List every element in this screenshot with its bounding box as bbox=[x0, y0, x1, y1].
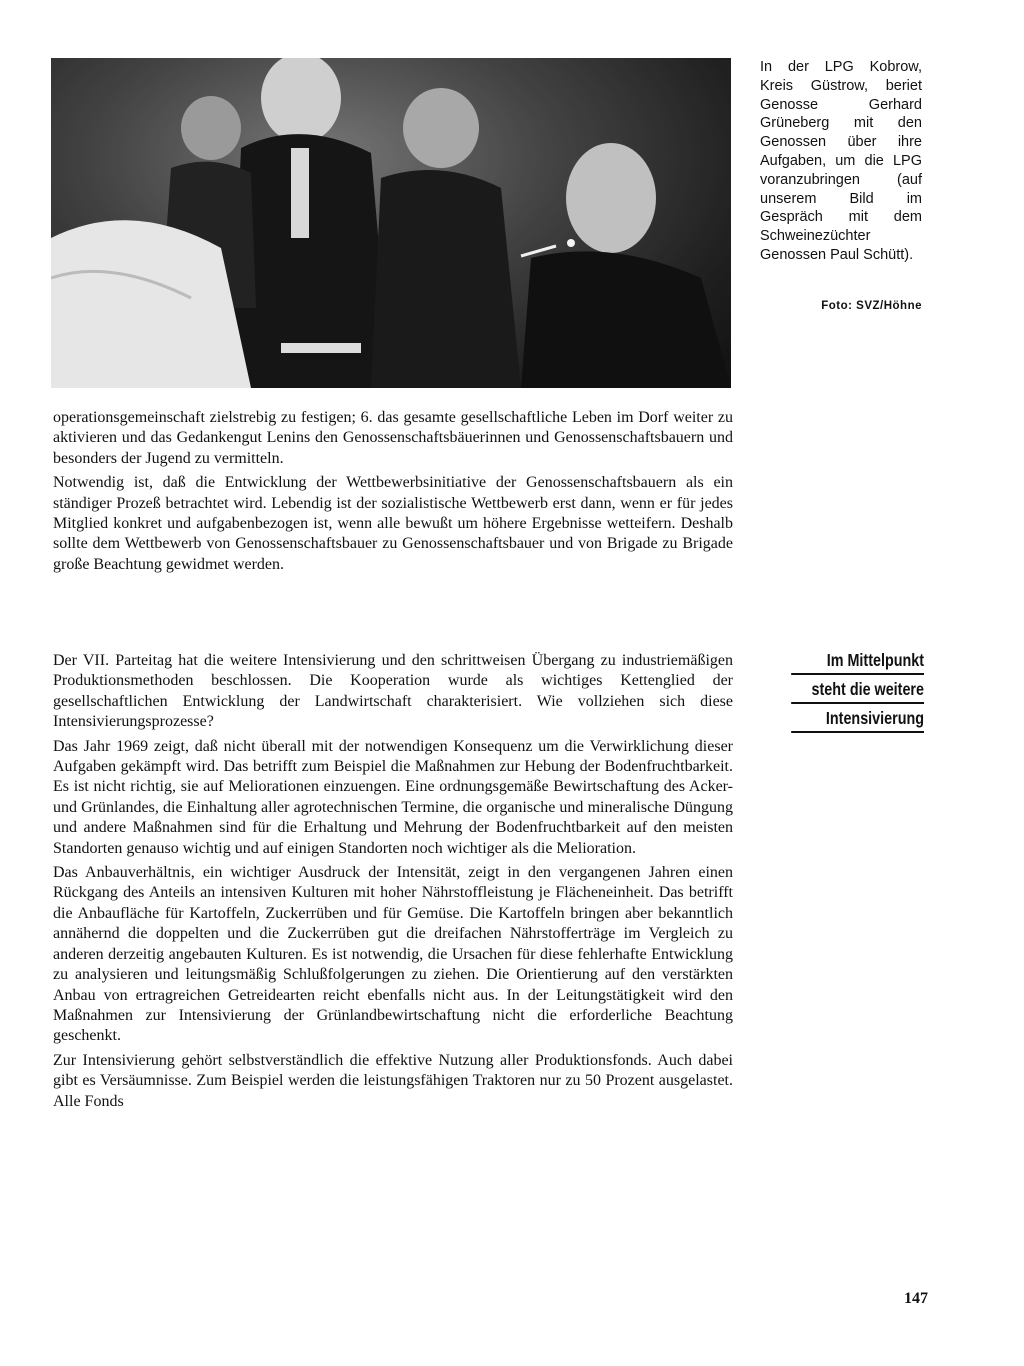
photo-credit: Foto: SVZ/Höhne bbox=[821, 300, 922, 312]
paragraph: operationsgemeinschaft zielstrebig zu festigen; 6. das gesamte gesellschaftliche Leben im Dorf weiter zu aktivieren und das Gedankengut Lenins den Genossenschaftsbäuerinnen und Genossenschaftsbauern und besonders der Jugend zu vermitteln. bbox=[53, 409, 733, 467]
paragraph: Zur Intensivierung gehört selbstverständlich die effektive Nutzung aller Produktionsfonds. Auch dabei gibt es Versäumnisse. Zum Beispiel werden die leistungsfähigen Traktoren nur zu 50 Prozent ausgelastet. Alle Fonds bbox=[53, 1051, 733, 1110]
paragraph: Der VII. Parteitag hat die weitere Intensivierung und den schrittweisen Übergang zu industriemäßigen Produktionsmethoden beschlossen. Die Kooperation wurde als wichtiges Kettenglied der gesellschaftlichen Entwicklung der Landwirtschaft charakterisiert. Wie vollziehen sich diese Intensivierungsprozesse? bbox=[53, 652, 733, 731]
photo-illustration bbox=[51, 58, 731, 388]
paragraph: Das Jahr 1969 zeigt, daß nicht überall mit der notwendigen Konsequenz um die Verwirklichung dieser Aufgaben gekämpft wird. Das betrifft zum Beispiel die Maßnahmen zur Hebung der Bodenfruchtbarkeit. Es ist nicht richtig, sie auf Meliorationen einzuengen. Eine ordnungsgemäße Bewirtschaftung des Acker- und Grünlandes, die Einhaltung aller agrotechnischen Termine, die organische und mineralische Düngung und andere Maßnahmen sind für die Erhaltung und Mehrung der Bodenfruchtbarkeit auf den meisten Standorten genauso wichtig und auf einigen Standorten noch wichtiger als die Melioration. bbox=[53, 737, 733, 857]
section-heading-line: Intensivierung bbox=[791, 705, 924, 733]
body-text-top bbox=[53, 408, 733, 579]
page-number: 147 bbox=[904, 1290, 928, 1307]
paragraph: Notwendig ist, daß die Entwicklung der Wettbewerbsinitiative der Genossenschaftsbauern als ein ständiger Prozeß betrachtet wird. Lebendig ist der sozialistische Wettbewerb erst dann, wenn er für jedes Mitglied konkret und aufgabenbezogen ist, wenn alle bewußt um höhere Ergebnisse wetteifern. Deshalb sollte dem Wettbewerb von Genossenschaftsbauer zu Genossenschaftsbauer und von Brigade zu Brigade große Beachtung gewidmet werden. bbox=[53, 474, 733, 573]
photo-caption: In der LPG Kobrow, Kreis Güstrow, beriet Genosse Gerhard Grüneberg mit den Genossen über ihre Aufgaben, um die LPG voranzubringen (auf unserem Bild im Gespräch mit dem Schweinezüchter Genossen Paul Schütt). bbox=[760, 59, 922, 263]
photo-people-conversation bbox=[51, 58, 731, 388]
paragraph: Das Anbauverhältnis, ein wichtiger Ausdruck der Intensität, zeigt in den vergangenen Jahren einen Rückgang des Anteils an intensiven Kulturen mit hoher Nährstoffleistung je Flächeneinheit. Das betrifft die Anbaufläche für Kartoffeln, Zuckerrüben und für Gemüse. Die Kartoffeln bringen aber bekanntlich annähernd die doppelten und die Zuckerrüben gut die dreifachen Nährstofferträge im Vergleich zu anderen derzeitig angebauten Kulturen. Es ist notwendig, die Ursachen für diese fehlerhafte Entwicklung zu analysieren und leitungsmäßig Schlußfolgerungen zu ziehen. Die Orientierung auf den verstärkten Anbau von ertragreichen Getreidearten reicht ebenfalls nicht aus. In der Leitungstätigkeit wird den Maßnahmen zur Intensivierung der Grünlandbewirtschaftung nicht die erforderliche Beachtung geschenkt. bbox=[53, 864, 733, 1045]
body-text-main bbox=[53, 651, 733, 1116]
section-heading bbox=[791, 647, 924, 734]
section-heading-line: Im Mittelpunkt bbox=[791, 647, 924, 675]
section-heading-line: steht die weitere bbox=[791, 676, 924, 704]
